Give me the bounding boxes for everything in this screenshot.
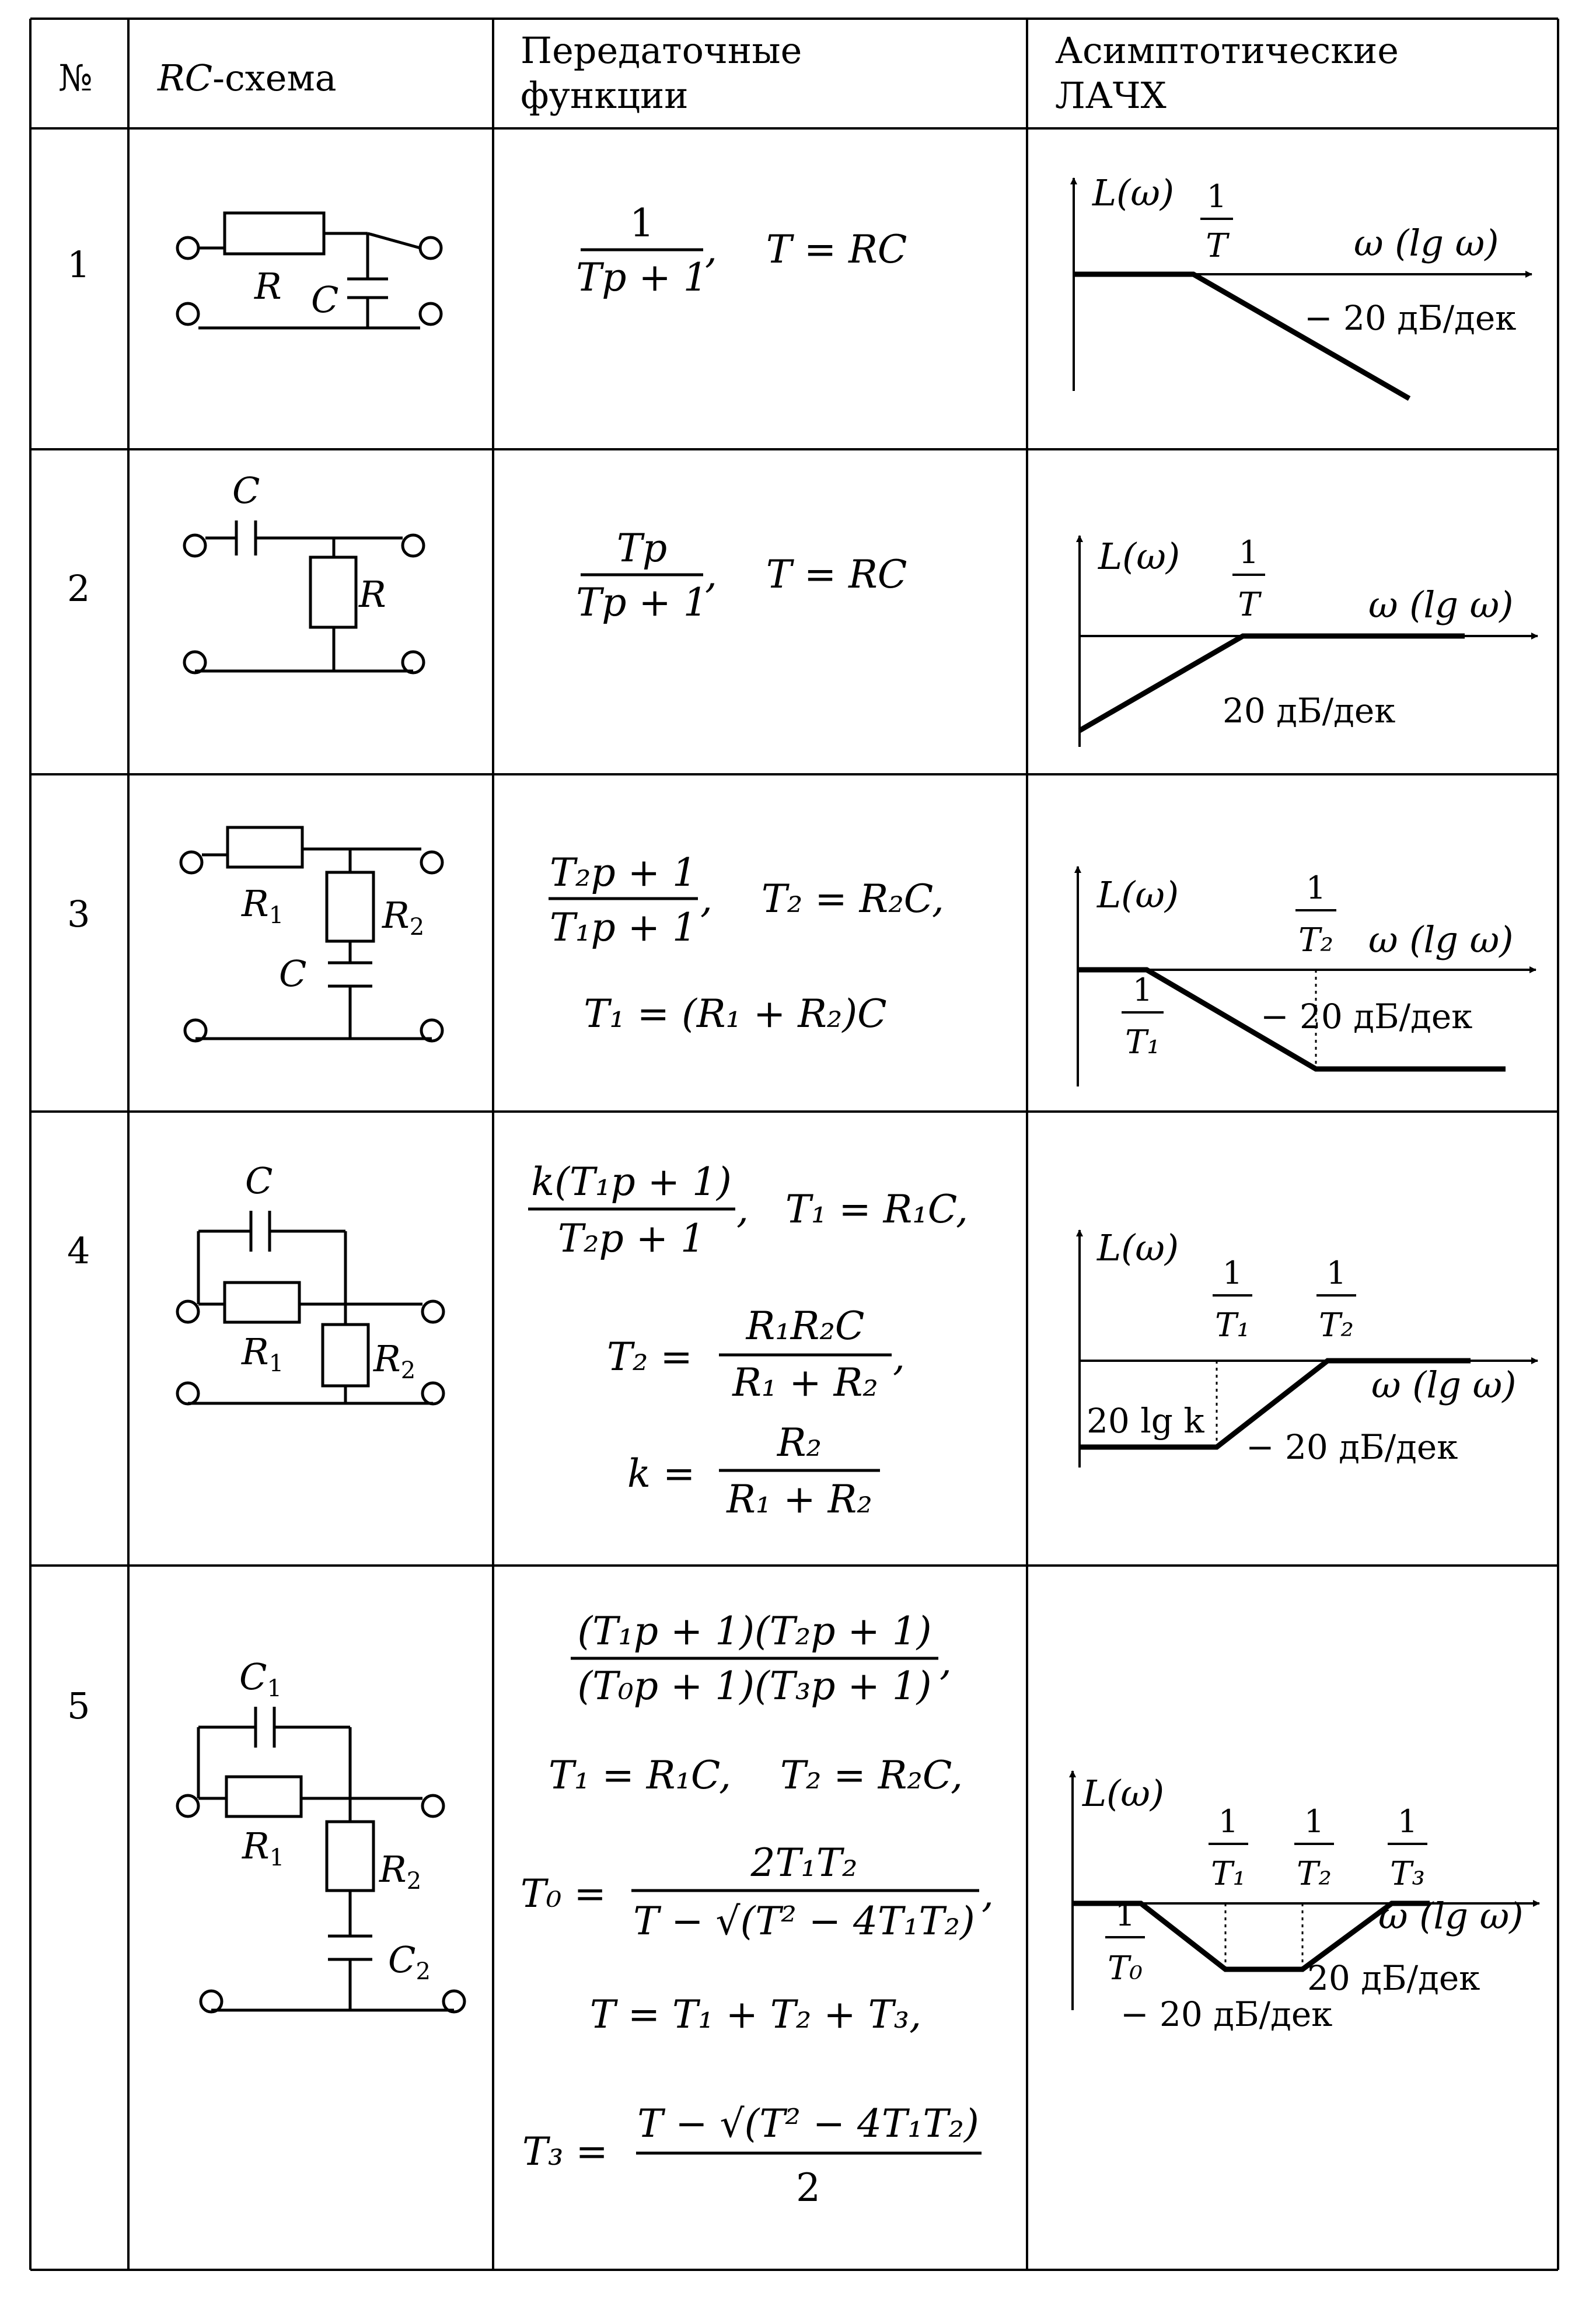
resistor-r1 — [226, 1777, 301, 1816]
break2-den: T₂ — [1298, 921, 1333, 959]
slope-label: 20 дБ/дек — [1223, 691, 1396, 731]
circuit-5-label-r2: R2 — [379, 1848, 422, 1895]
circuit-3-label-r1: R1 — [242, 882, 284, 929]
axis-label-omega: ω (lg ω) — [1378, 1895, 1524, 1937]
axis-label-omega: ω (lg ω) — [1354, 222, 1499, 264]
tf-1-num: 1 — [630, 201, 654, 246]
axis-label-l: L(ω) — [1098, 535, 1181, 578]
slope-up-label: 20 дБ/дек — [1307, 1958, 1480, 1998]
tf-5 — [521, 1609, 994, 2210]
axis-label-l: L(ω) — [1092, 172, 1175, 214]
circuit-3-label-r2: R2 — [382, 894, 425, 941]
axis-label-omega: ω (lg ω) — [1371, 1364, 1517, 1406]
header-lachh-line2: ЛАЧХ — [1055, 74, 1167, 117]
break-den: T — [1206, 227, 1228, 265]
tf-5-num: (T₁p + 1)(T₂p + 1) — [577, 1609, 932, 1654]
tf-4-k-lhs: k = — [627, 1451, 696, 1496]
tf-5-t0-num: 2T₁T₂ — [750, 1840, 858, 1885]
circuit-4-label-r2: R2 — [373, 1337, 416, 1384]
break2-den: T₂ — [1297, 1855, 1332, 1893]
tf-5-tsum: T = T₁ + T₂ + T₃, — [589, 1992, 922, 2037]
circuit-2-label-c: C — [232, 469, 260, 512]
tf-4-den: T₂p + 1 — [558, 1216, 705, 1261]
header-tf-line2: функции — [521, 74, 689, 117]
axis-label-omega: ω (lg ω) — [1368, 918, 1514, 961]
break1-num: 1 — [1218, 1803, 1239, 1840]
header-tf-line1: Передаточные — [521, 29, 802, 72]
row-1-num: 1 — [67, 243, 90, 286]
lachh-5 — [1073, 1771, 1539, 2034]
break1-den: T₁ — [1215, 1306, 1250, 1344]
tf-2 — [576, 526, 907, 625]
lachh-4 — [1080, 1227, 1538, 1468]
header-circuit: RC-схема — [158, 57, 337, 99]
tf-4-t2-den: R₁ + R₂ — [732, 1360, 878, 1405]
tf-1-den: Tp + 1 — [576, 255, 708, 300]
lachh-2 — [1080, 534, 1538, 747]
row-2-num: 2 — [67, 567, 90, 610]
resistor-r1 — [225, 1283, 299, 1322]
tf-4-t2-num: R₁R₂C — [746, 1304, 865, 1348]
lachh-3 — [1078, 867, 1536, 1086]
resistor-r2 — [327, 872, 373, 941]
table-header — [58, 29, 1399, 117]
break1-num: 1 — [1132, 972, 1153, 1008]
resistor-r1 — [228, 827, 302, 867]
slope-down-label: − 20 дБ/дек — [1120, 1994, 1333, 2034]
break-den: T — [1238, 586, 1260, 624]
row-numbers — [67, 243, 90, 1727]
header-lachh-line1: Асимптотические — [1055, 29, 1399, 72]
break2-num: 1 — [1304, 1803, 1325, 1840]
break-num: 1 — [1238, 534, 1259, 571]
tf-4-num: k(T₁p + 1) — [531, 1159, 732, 1204]
tf-5-t0-tail: , — [982, 1871, 994, 1916]
axis-label-l: L(ω) — [1097, 1227, 1179, 1269]
circuit-3-label-c: C — [279, 952, 307, 995]
resistor-r — [310, 557, 356, 627]
circuit-2 — [184, 520, 424, 673]
break-num: 1 — [1206, 178, 1227, 215]
circuit-1 — [177, 213, 441, 328]
tf-5-t0-den: T − √(T² − 4T₁T₂) — [633, 1899, 975, 1944]
tf-5-den: (T₀p + 1)(T₃p + 1) — [577, 1664, 932, 1708]
row-4-num: 4 — [67, 1229, 90, 1272]
tf-4-t2-lhs: T₂ = — [607, 1334, 693, 1379]
tf-3-rel: , T₂ = R₂C, — [700, 876, 944, 921]
tf-4 — [528, 1159, 968, 1522]
tf-2-rel: , T = RC — [705, 552, 907, 597]
resistor-r — [225, 213, 324, 254]
row-3-num: 3 — [67, 893, 90, 935]
tf-5-line2: T₁ = R₁C, T₂ = R₂C, — [549, 1753, 963, 1798]
resistor-r2 — [323, 1325, 368, 1386]
tf-3 — [549, 850, 944, 1036]
tf-5-t3-den: 2 — [796, 2165, 820, 2210]
tf-5-tail: , — [940, 1639, 952, 1684]
break3-num: 1 — [1397, 1803, 1418, 1840]
circuit-1-label-r: R — [254, 265, 282, 308]
tf-2-den: Tp + 1 — [576, 580, 708, 625]
circuit-5-label-c1: C1 — [239, 1655, 282, 1702]
axis-label-l: L(ω) — [1082, 1772, 1165, 1815]
break2-den: T₂ — [1319, 1306, 1354, 1344]
break0-num: 1 — [1115, 1896, 1136, 1933]
circuit-1-label-c: C — [311, 278, 339, 321]
level-label: 20 lg k — [1087, 1401, 1204, 1441]
resistor-r2 — [327, 1822, 373, 1891]
break1-den: T₁ — [1211, 1855, 1246, 1893]
break2-num: 1 — [1305, 869, 1326, 906]
header-num: № — [58, 57, 93, 99]
break2-num: 1 — [1326, 1255, 1347, 1291]
circuit-4-label-c: C — [245, 1159, 273, 1202]
break1-den: T₁ — [1125, 1023, 1160, 1061]
tf-2-num: Tp — [616, 526, 668, 571]
row-5-num: 5 — [67, 1685, 90, 1727]
circuit-5-label-c2: C2 — [388, 1938, 431, 1985]
tf-3-num: T₂p + 1 — [550, 850, 697, 895]
axis-label-l: L(ω) — [1097, 874, 1179, 916]
break1-num: 1 — [1222, 1255, 1243, 1291]
tf-4-k-num: R₂ — [777, 1420, 822, 1465]
slope-label: − 20 дБ/дек — [1260, 997, 1473, 1036]
axis-label-omega: ω (lg ω) — [1368, 584, 1514, 626]
circuit-5-label-r1: R1 — [242, 1825, 285, 1871]
tf-4-rel: , T₁ = R₁C, — [736, 1187, 968, 1232]
slope-label: − 20 дБ/дек — [1246, 1427, 1458, 1467]
tf-3-line2: T₁ = (R₁ + R₂)C — [584, 991, 887, 1036]
break3-den: T₃ — [1390, 1855, 1425, 1893]
tf-1-rel: , T = RC — [705, 227, 907, 272]
tf-5-t3-lhs: T₃ = — [522, 2129, 608, 2174]
tf-1 — [576, 201, 907, 300]
tf-4-k-den: R₁ + R₂ — [727, 1477, 872, 1522]
slope-label: − 20 дБ/дек — [1304, 298, 1517, 338]
circuit-4-label-r1: R1 — [242, 1330, 284, 1377]
tf-4-t2-tail: , — [893, 1334, 905, 1379]
tf-5-t3-num: T − √(T² − 4T₁T₂) — [637, 2101, 979, 2146]
tf-5-t0-lhs: T₀ = — [521, 1871, 606, 1916]
break0-den: T₀ — [1108, 1949, 1143, 1987]
circuit-2-label-r: R — [359, 573, 386, 616]
tf-3-den: T₁p + 1 — [550, 905, 697, 950]
lachh-1 — [1074, 172, 1532, 399]
